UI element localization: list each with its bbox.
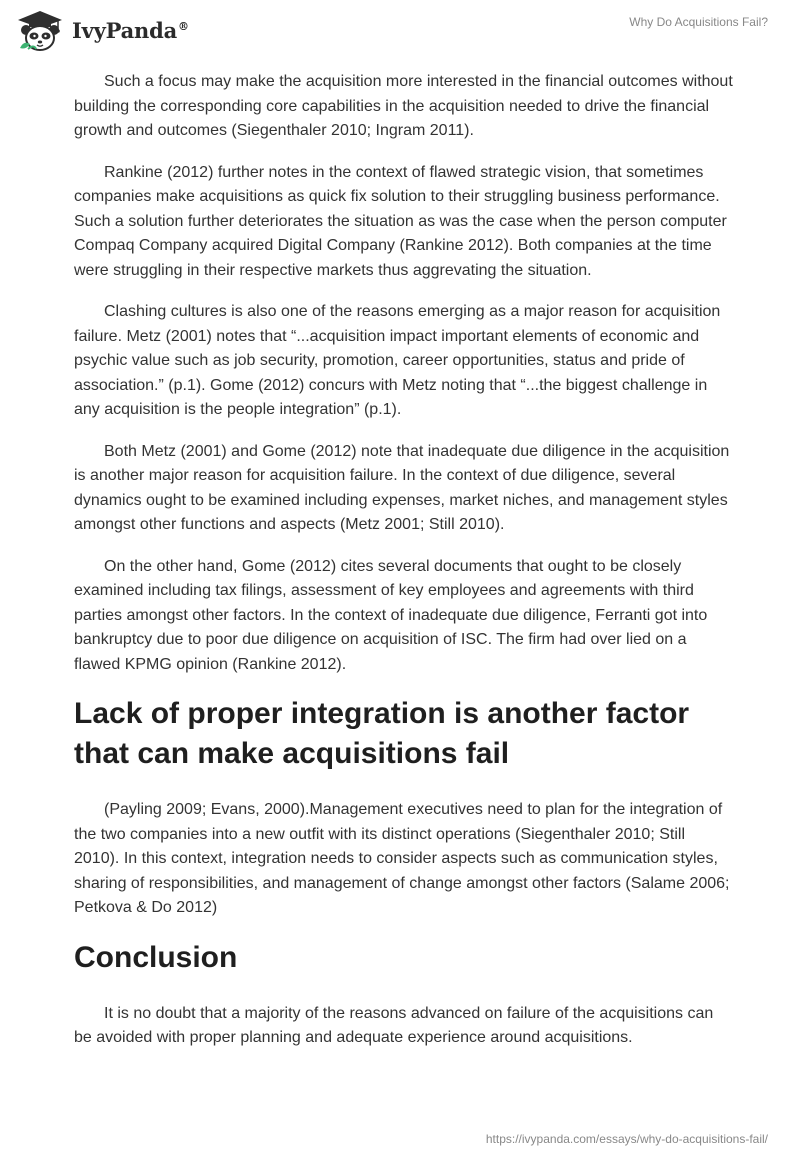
ivypanda-logo[interactable] — [14, 8, 189, 52]
essay-body — [74, 70, 734, 1068]
paragraph: It is no doubt that a majority of the reasons advanced on failure of the acquisitions can be avoided with proper planning and adequate experience around acquisitions. — [74, 1004, 714, 1046]
paragraph: Clashing cultures is also one of the reasons emerging as a major reason for acquisition failure. Metz (2001) notes that “...acquisition impact important elements of economic and psychic value such as job security, promotion, career opportunities, status and pride of association.” (p.1). Gome (2012) concurs with Metz noting that “...the biggest challenge in any acquisition is the people integration” (p.1). — [74, 303, 721, 418]
panda-graduate-icon — [14, 8, 66, 52]
paragraph: Such a focus may make the acquisition more interested in the financial outcomes without building the corresponding core capabilities in the acquisition needed to drive the financial growth and outcomes (Siegenthaler 2010; Ingram 2011). — [74, 73, 733, 139]
paragraph: Both Metz (2001) and Gome (2012) note that inadequate due diligence in the acquisition is another major reason for acquisition failure. In the context of due diligence, several dynamics ought to be examined including expenses, market niches, and management styles amongst other functions and aspects (Metz 2001; Still 2010). — [74, 442, 730, 533]
document-title: Why Do Acquisitions Fail? — [629, 15, 768, 29]
paragraph: Rankine (2012) further notes in the context of flawed strategic vision, that sometimes companies make acquisitions as quick fix solution to their struggling business performance. Such a solution further deteriorates the situation as was the case when the person computer Compaq Company acquired Digital Company (Rankine 2012). Both companies at the time were struggling in their respective markets thus aggrevating the situation. — [74, 163, 727, 279]
paragraph: On the other hand, Gome (2012) cites several documents that ought to be closely examined including tax filings, assessment of key employees and agreements with third parties amongst other factors. In the context of inadequate due diligence, Ferranti got into bankruptcy due to poor due diligence on acquisition of ISC. The firm had over lied on a flawed KPMG opinion (Rankine 2012). — [74, 557, 708, 673]
page-header — [0, 0, 800, 60]
brand-name: IvyPanda® — [72, 17, 189, 43]
paragraph: (Payling 2009; Evans, 2000).Management executives need to plan for the integration of the two companies into a new outfit with its distinct operations (Siegenthaler 2010; Still 2010). In this context, integration needs to consider aspects such as communication styles, sharing of responsibilities, and management of change amongst other factors (Salame 2006; Petkova & Do 2012) — [74, 801, 730, 916]
section-heading-integration: Lack of proper integration is another factor that can make acquisitions fail — [74, 697, 690, 770]
source-url-link[interactable]: https://ivypanda.com/essays/why-do-acquisitions-fail/ — [485, 1132, 768, 1146]
section-heading-conclusion: Conclusion — [74, 940, 238, 974]
